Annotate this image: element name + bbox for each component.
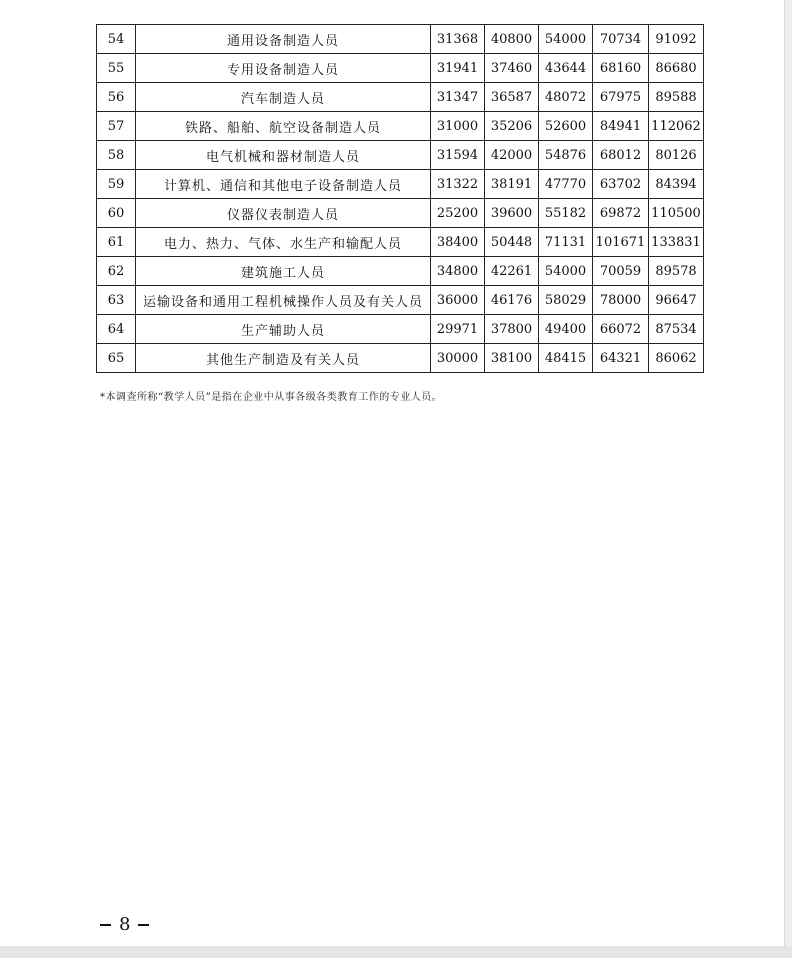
wage-value-5-cell: 86062 xyxy=(649,344,704,373)
row-number-cell: 55 xyxy=(97,54,136,83)
wage-value-2-cell: 50448 xyxy=(485,228,539,257)
table-row xyxy=(97,257,704,286)
table-row xyxy=(97,83,704,112)
table-row xyxy=(97,199,704,228)
occupation-name-cell: 汽车制造人员 xyxy=(136,83,431,112)
wage-value-3-cell: 49400 xyxy=(539,315,593,344)
wage-value-5-cell: 86680 xyxy=(649,54,704,83)
wage-value-5-cell: 110500 xyxy=(649,199,704,228)
wage-table-body xyxy=(97,25,704,373)
wage-value-2-cell: 38191 xyxy=(485,170,539,199)
occupation-name-cell: 通用设备制造人员 xyxy=(136,25,431,54)
wage-value-3-cell: 54000 xyxy=(539,257,593,286)
wage-value-1-cell: 31000 xyxy=(431,112,485,141)
wage-value-4-cell: 78000 xyxy=(593,286,649,315)
row-number-cell: 63 xyxy=(97,286,136,315)
wage-value-3-cell: 48072 xyxy=(539,83,593,112)
wage-value-4-cell: 63702 xyxy=(593,170,649,199)
wage-value-1-cell: 38400 xyxy=(431,228,485,257)
wage-value-5-cell: 89588 xyxy=(649,83,704,112)
wage-value-1-cell: 30000 xyxy=(431,344,485,373)
occupation-name-cell: 电气机械和器材制造人员 xyxy=(136,141,431,170)
table-row xyxy=(97,228,704,257)
page-number-value: 8 xyxy=(119,914,131,935)
wage-table xyxy=(96,24,704,373)
viewer-bottom-strip xyxy=(0,946,792,958)
wage-value-3-cell: 54876 xyxy=(539,141,593,170)
wage-value-4-cell: 67975 xyxy=(593,83,649,112)
row-number-cell: 60 xyxy=(97,199,136,228)
wage-value-5-cell: 112062 xyxy=(649,112,704,141)
wage-value-1-cell: 29971 xyxy=(431,315,485,344)
row-number-cell: 61 xyxy=(97,228,136,257)
occupation-name-cell: 专用设备制造人员 xyxy=(136,54,431,83)
wage-value-2-cell: 42261 xyxy=(485,257,539,286)
wage-value-5-cell: 80126 xyxy=(649,141,704,170)
wage-value-3-cell: 55182 xyxy=(539,199,593,228)
table-row xyxy=(97,170,704,199)
wage-value-5-cell: 84394 xyxy=(649,170,704,199)
table-row xyxy=(97,112,704,141)
table-row xyxy=(97,344,704,373)
wage-value-4-cell: 84941 xyxy=(593,112,649,141)
wage-value-3-cell: 47770 xyxy=(539,170,593,199)
table-row xyxy=(97,286,704,315)
wage-value-5-cell: 91092 xyxy=(649,25,704,54)
wage-value-4-cell: 70734 xyxy=(593,25,649,54)
occupation-name-cell: 运输设备和通用工程机械操作人员及有关人员 xyxy=(136,286,431,315)
wage-value-1-cell: 31368 xyxy=(431,25,485,54)
occupation-name-cell: 生产辅助人员 xyxy=(136,315,431,344)
wage-value-4-cell: 68012 xyxy=(593,141,649,170)
wage-value-3-cell: 54000 xyxy=(539,25,593,54)
row-number-cell: 62 xyxy=(97,257,136,286)
wage-value-4-cell: 69872 xyxy=(593,199,649,228)
wage-value-1-cell: 31322 xyxy=(431,170,485,199)
wage-value-1-cell: 36000 xyxy=(431,286,485,315)
wage-value-5-cell: 89578 xyxy=(649,257,704,286)
occupation-name-cell: 建筑施工人员 xyxy=(136,257,431,286)
wage-value-2-cell: 38100 xyxy=(485,344,539,373)
wage-value-3-cell: 71131 xyxy=(539,228,593,257)
occupation-name-cell: 其他生产制造及有关人员 xyxy=(136,344,431,373)
wage-value-2-cell: 37800 xyxy=(485,315,539,344)
wage-value-1-cell: 25200 xyxy=(431,199,485,228)
viewer-right-edge xyxy=(784,0,792,958)
wage-value-5-cell: 133831 xyxy=(649,228,704,257)
wage-value-3-cell: 52600 xyxy=(539,112,593,141)
wage-value-3-cell: 43644 xyxy=(539,54,593,83)
wage-value-1-cell: 34800 xyxy=(431,257,485,286)
wage-value-3-cell: 58029 xyxy=(539,286,593,315)
row-number-cell: 65 xyxy=(97,344,136,373)
wage-value-2-cell: 35206 xyxy=(485,112,539,141)
table-row xyxy=(97,315,704,344)
wage-value-2-cell: 39600 xyxy=(485,199,539,228)
occupation-name-cell: 铁路、船舶、航空设备制造人员 xyxy=(136,112,431,141)
row-number-cell: 56 xyxy=(97,83,136,112)
occupation-name-cell: 仪器仪表制造人员 xyxy=(136,199,431,228)
wage-value-1-cell: 31594 xyxy=(431,141,485,170)
table-row xyxy=(97,141,704,170)
wage-value-5-cell: 96647 xyxy=(649,286,704,315)
row-number-cell: 58 xyxy=(97,141,136,170)
wage-value-5-cell: 87534 xyxy=(649,315,704,344)
row-number-cell: 54 xyxy=(97,25,136,54)
wage-value-1-cell: 31941 xyxy=(431,54,485,83)
wage-value-2-cell: 37460 xyxy=(485,54,539,83)
wage-value-4-cell: 68160 xyxy=(593,54,649,83)
wage-value-1-cell: 31347 xyxy=(431,83,485,112)
footnote: *本调查所称“教学人员”是指在企业中从事各级各类教育工作的专业人员。 xyxy=(100,392,443,403)
occupation-name-cell: 计算机、通信和其他电子设备制造人员 xyxy=(136,170,431,199)
wage-value-2-cell: 46176 xyxy=(485,286,539,315)
wage-value-3-cell: 48415 xyxy=(539,344,593,373)
wage-value-4-cell: 70059 xyxy=(593,257,649,286)
page-number-right-dash xyxy=(138,924,149,926)
table-row xyxy=(97,54,704,83)
row-number-cell: 64 xyxy=(97,315,136,344)
wage-value-4-cell: 66072 xyxy=(593,315,649,344)
table-row xyxy=(97,25,704,54)
wage-value-4-cell: 64321 xyxy=(593,344,649,373)
occupation-name-cell: 电力、热力、气体、水生产和输配人员 xyxy=(136,228,431,257)
wage-value-4-cell: 101671 xyxy=(593,228,649,257)
page-number-left-dash xyxy=(100,924,111,926)
row-number-cell: 59 xyxy=(97,170,136,199)
wage-value-2-cell: 40800 xyxy=(485,25,539,54)
page-number xyxy=(100,914,149,935)
wage-value-2-cell: 36587 xyxy=(485,83,539,112)
row-number-cell: 57 xyxy=(97,112,136,141)
wage-value-2-cell: 42000 xyxy=(485,141,539,170)
